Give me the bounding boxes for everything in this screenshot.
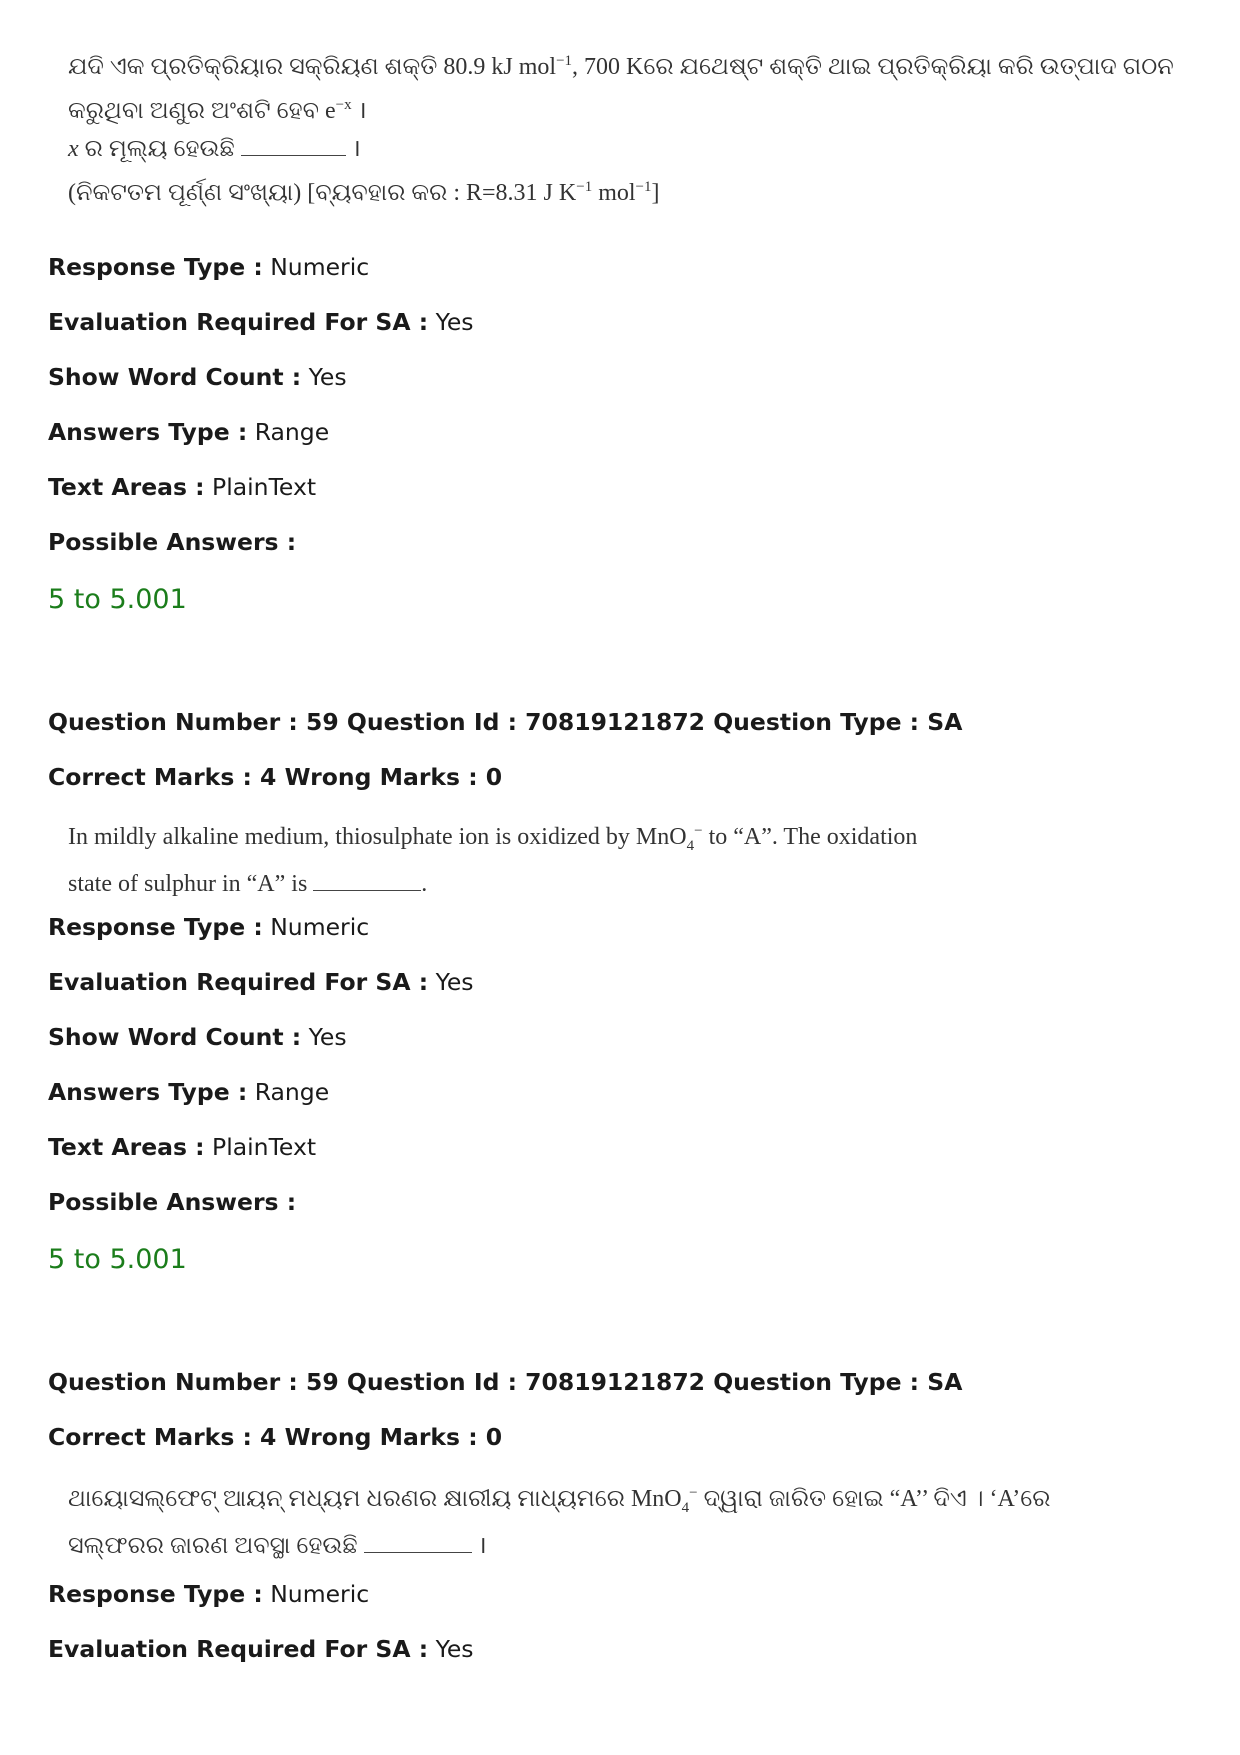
- possible-answer: 5 to 5.001: [48, 584, 187, 615]
- evaluation-required: Evaluation Required For SA : Yes: [48, 968, 474, 996]
- possible-answers-label: Possible Answers :: [48, 528, 297, 556]
- question-text-odia: [68, 42, 1174, 212]
- show-word-count: Show Word Count : Yes: [48, 1023, 347, 1051]
- answer-blank: [241, 135, 346, 156]
- response-type: Response Type : Numeric: [48, 913, 370, 941]
- question-marks: Correct Marks : 4 Wrong Marks : 0: [48, 1423, 503, 1451]
- possible-answer: 5 to 5.001: [48, 1244, 187, 1275]
- question-line: (ନିକଟତମ ପୂର୍ଣ୍ଣ ସଂଖ୍ୟା) [ବ୍ୟବହାର କର : R=8.31 J $K^{-1}$ mol$^{-1}$]: [68, 179, 660, 206]
- evaluation-required: Evaluation Required For SA : Yes: [48, 1635, 474, 1663]
- question-header: Question Number : 59 Question Id : 70819121872 Question Type : SA: [48, 1368, 963, 1396]
- question-line: ସଲ୍ଫରର ଜାରଣ ଅବସ୍ଥା ହେଉଛି ।: [68, 1532, 487, 1559]
- evaluation-required: Evaluation Required For SA : Yes: [48, 308, 474, 336]
- show-word-count: Show Word Count : Yes: [48, 363, 347, 391]
- question-line: କରୁଥିବା ଅଣୁର ଅଂଶଟି ହେବ $e^{-x}$ ।: [68, 97, 367, 124]
- question-line: ଯଦି ଏକ ପ୍ରତିକ୍ରିୟାର ସକ୍ରିୟଣ ଶକ୍ତି 80.9 kJ mol$^{-1}$, 700 Kରେ ଯଥେଷ୍ଟ ଶକ୍ତି ଥାଇ ପ୍ରତିକ୍ରିୟା କରି ଉତ୍ପାଦ ଗଠନ: [68, 53, 1174, 80]
- possible-answers-label: Possible Answers :: [48, 1188, 297, 1216]
- question-line: In mildly alkaline medium, thiosulphate ion is oxidized by MnO$_4$− to “A”. The oxidation: [68, 823, 918, 854]
- response-type: Response Type : Numeric: [48, 253, 370, 281]
- text-areas: Text Areas : PlainText: [48, 1133, 317, 1161]
- answers-type: Answers Type : Range: [48, 1078, 330, 1106]
- question-text-odia: [68, 1474, 1050, 1565]
- answer-blank: [364, 1534, 472, 1553]
- text-areas: Text Areas : PlainText: [48, 473, 317, 501]
- answers-type: Answers Type : Range: [48, 418, 330, 446]
- question-line: x ର ମୂଲ୍ୟ ହେଉଛି ।: [68, 136, 361, 162]
- question-line: ଥାୟୋସଲ୍ଫେଟ୍ ଆୟନ୍ ମଧ୍ୟମ ଧରଣର କ୍ଷାରୀୟ ମାଧ୍ୟମରେ MnO$_4$− ଦ୍ୱାରା ଜାରିତ ହୋଇ “A’’ ଦିଏ । ‘A’ରେ: [68, 1485, 1051, 1516]
- question-marks: Correct Marks : 4 Wrong Marks : 0: [48, 763, 503, 791]
- response-type: Response Type : Numeric: [48, 1580, 370, 1608]
- answer-blank: [313, 872, 421, 891]
- question-line: state of sulphur in “A” is .: [68, 870, 428, 897]
- question-header: Question Number : 59 Question Id : 70819121872 Question Type : SA: [48, 708, 963, 736]
- question-text-english: [68, 812, 917, 903]
